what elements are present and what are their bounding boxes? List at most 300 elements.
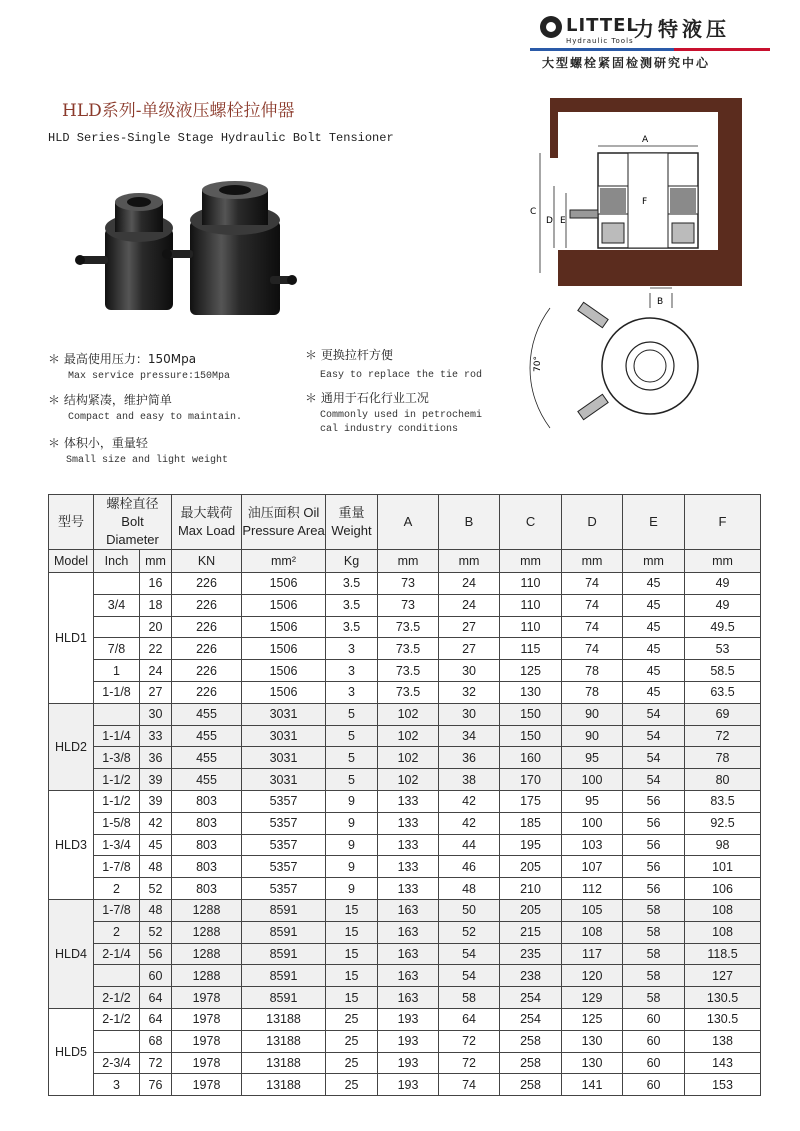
page-title-en: HLD Series-Single Stage Hydraulic Bolt Tensioner xyxy=(48,131,394,145)
cell-e: 56 xyxy=(623,878,685,900)
cell-d: 130 xyxy=(562,1030,623,1052)
table-row xyxy=(49,747,761,769)
cell-inch: 2-1/2 xyxy=(94,1008,140,1030)
cell-inch: 1-1/2 xyxy=(94,790,140,812)
cell-inch xyxy=(94,965,140,987)
cell-load: 803 xyxy=(172,812,242,834)
unit-kg: Kg xyxy=(326,550,378,573)
cell-inch xyxy=(94,703,140,725)
cell-load: 226 xyxy=(172,594,242,616)
feature-size xyxy=(48,434,228,468)
cell-weight: 15 xyxy=(326,943,378,965)
cell-area: 13188 xyxy=(242,1008,326,1030)
header-model-cn: 型号 xyxy=(49,495,94,550)
cell-b: 24 xyxy=(439,594,500,616)
cell-area: 1506 xyxy=(242,616,326,638)
cell-weight: 9 xyxy=(326,812,378,834)
cell-a: 163 xyxy=(378,965,439,987)
brand-logo xyxy=(530,12,770,70)
table-row xyxy=(49,660,761,682)
header-load-cn: 最大载荷 xyxy=(180,505,233,520)
bullet-icon: ＊ xyxy=(305,391,321,405)
cell-area: 5357 xyxy=(242,812,326,834)
cell-e: 45 xyxy=(623,638,685,660)
cell-area: 5357 xyxy=(242,834,326,856)
cell-area: 5357 xyxy=(242,878,326,900)
table-row xyxy=(49,878,761,900)
cell-a: 193 xyxy=(378,1074,439,1096)
cell-a: 73 xyxy=(378,573,439,595)
cell-d: 105 xyxy=(562,899,623,921)
cell-weight: 25 xyxy=(326,1052,378,1074)
header-weight-cn: 重量 xyxy=(338,505,365,520)
cell-weight: 3 xyxy=(326,681,378,703)
unit-f: mm xyxy=(685,550,761,573)
cell-c: 195 xyxy=(500,834,562,856)
cell-mm: 60 xyxy=(140,965,172,987)
cell-c: 238 xyxy=(500,965,562,987)
cell-d: 141 xyxy=(562,1074,623,1096)
cell-e: 45 xyxy=(623,594,685,616)
cell-f: 108 xyxy=(685,899,761,921)
cell-inch: 3/4 xyxy=(94,594,140,616)
dim-label-b: B xyxy=(657,297,664,307)
cell-b: 54 xyxy=(439,943,500,965)
logo-chinese-name: 力特液压 xyxy=(634,17,730,41)
cell-a: 193 xyxy=(378,1052,439,1074)
table-row xyxy=(49,921,761,943)
cell-mm: 39 xyxy=(140,790,172,812)
feature-tie-rod-en: Easy to replace the tie rod xyxy=(320,370,483,381)
cell-a: 133 xyxy=(378,878,439,900)
cell-weight: 9 xyxy=(326,856,378,878)
cell-load: 226 xyxy=(172,616,242,638)
table-row xyxy=(49,943,761,965)
cell-f: 127 xyxy=(685,965,761,987)
cell-d: 107 xyxy=(562,856,623,878)
cell-e: 60 xyxy=(623,1008,685,1030)
cell-e: 58 xyxy=(623,943,685,965)
cell-f: 72 xyxy=(685,725,761,747)
unit-a: mm xyxy=(378,550,439,573)
header-b: B xyxy=(439,495,500,550)
unit-b: mm xyxy=(439,550,500,573)
cell-c: 254 xyxy=(500,987,562,1009)
cell-c: 130 xyxy=(500,681,562,703)
header-e: E xyxy=(623,495,685,550)
table-row xyxy=(49,638,761,660)
cell-c: 185 xyxy=(500,812,562,834)
cell-area: 8591 xyxy=(242,899,326,921)
cell-a: 193 xyxy=(378,1030,439,1052)
cell-area: 13188 xyxy=(242,1030,326,1052)
cell-d: 90 xyxy=(562,703,623,725)
cell-mm: 30 xyxy=(140,703,172,725)
unit-d: mm xyxy=(562,550,623,573)
cell-f: 98 xyxy=(685,834,761,856)
cell-area: 8591 xyxy=(242,921,326,943)
cell-load: 1288 xyxy=(172,943,242,965)
cell-area: 1506 xyxy=(242,660,326,682)
cell-e: 45 xyxy=(623,616,685,638)
cell-e: 58 xyxy=(623,921,685,943)
cell-b: 64 xyxy=(439,1008,500,1030)
cell-f: 130.5 xyxy=(685,1008,761,1030)
cell-inch: 2 xyxy=(94,921,140,943)
cell-f: 58.5 xyxy=(685,660,761,682)
cell-f: 53 xyxy=(685,638,761,660)
cell-a: 102 xyxy=(378,703,439,725)
cell-area: 8591 xyxy=(242,965,326,987)
cell-inch: 1-1/4 xyxy=(94,725,140,747)
cell-a: 73.5 xyxy=(378,660,439,682)
feature-size-en: Small size and light weight xyxy=(66,455,229,466)
logo-mark-icon xyxy=(540,16,562,38)
cell-area: 3031 xyxy=(242,747,326,769)
cell-e: 54 xyxy=(623,747,685,769)
cell-f: 106 xyxy=(685,878,761,900)
tool-section xyxy=(570,153,698,248)
cell-f: 49.5 xyxy=(685,616,761,638)
cell-e: 58 xyxy=(623,965,685,987)
table-row xyxy=(49,769,761,791)
cell-f: 92.5 xyxy=(685,812,761,834)
cell-e: 56 xyxy=(623,856,685,878)
cell-load: 803 xyxy=(172,834,242,856)
cell-area: 1506 xyxy=(242,638,326,660)
cell-a: 73 xyxy=(378,594,439,616)
cell-d: 125 xyxy=(562,1008,623,1030)
model-cell: HLD3 xyxy=(49,790,94,899)
cell-area: 13188 xyxy=(242,1074,326,1096)
cell-b: 30 xyxy=(439,703,500,725)
cell-d: 103 xyxy=(562,834,623,856)
table-row xyxy=(49,681,761,703)
cell-inch: 1-1/8 xyxy=(94,681,140,703)
unit-inch: Inch xyxy=(94,550,140,573)
dim-label-f: F xyxy=(642,197,648,207)
cell-a: 163 xyxy=(378,921,439,943)
feature-size-cn: 体积小，重量轻 xyxy=(63,436,148,450)
cell-c: 210 xyxy=(500,878,562,900)
cell-c: 115 xyxy=(500,638,562,660)
cell-inch: 1-3/8 xyxy=(94,747,140,769)
header-area-cn: 油压面积 Oil xyxy=(247,505,320,520)
cell-a: 193 xyxy=(378,1008,439,1030)
cell-c: 175 xyxy=(500,790,562,812)
cell-d: 100 xyxy=(562,769,623,791)
cell-mm: 33 xyxy=(140,725,172,747)
cell-d: 74 xyxy=(562,573,623,595)
cell-b: 38 xyxy=(439,769,500,791)
model-cell: HLD2 xyxy=(49,703,94,790)
cell-load: 226 xyxy=(172,660,242,682)
cell-inch xyxy=(94,1030,140,1052)
feature-pressure-cn: 最高使用压力：150Mpa xyxy=(63,352,197,366)
feature-pressure xyxy=(48,350,230,384)
cell-load: 1978 xyxy=(172,1008,242,1030)
cell-a: 133 xyxy=(378,790,439,812)
tensioner-small-illustration xyxy=(75,193,173,310)
cell-mm: 52 xyxy=(140,878,172,900)
cell-load: 455 xyxy=(172,769,242,791)
cell-mm: 56 xyxy=(140,943,172,965)
cell-load: 455 xyxy=(172,703,242,725)
cell-weight: 5 xyxy=(326,725,378,747)
cell-b: 74 xyxy=(439,1074,500,1096)
cell-f: 69 xyxy=(685,703,761,725)
cell-e: 54 xyxy=(623,703,685,725)
cell-d: 95 xyxy=(562,790,623,812)
cell-inch: 1-7/8 xyxy=(94,856,140,878)
cell-mm: 39 xyxy=(140,769,172,791)
header-c: C xyxy=(500,495,562,550)
unit-model: Model xyxy=(49,550,94,573)
cell-weight: 15 xyxy=(326,987,378,1009)
header-area xyxy=(242,495,326,550)
cell-a: 133 xyxy=(378,834,439,856)
cell-d: 74 xyxy=(562,616,623,638)
cell-weight: 3.5 xyxy=(326,616,378,638)
cell-b: 58 xyxy=(439,987,500,1009)
cell-b: 54 xyxy=(439,965,500,987)
header-area-en: Pressure Area xyxy=(242,523,325,538)
table-header-row xyxy=(49,495,761,550)
cell-mm: 48 xyxy=(140,899,172,921)
cell-load: 1978 xyxy=(172,987,242,1009)
cell-b: 72 xyxy=(439,1030,500,1052)
cell-f: 130.5 xyxy=(685,987,761,1009)
cell-a: 163 xyxy=(378,987,439,1009)
cell-e: 58 xyxy=(623,987,685,1009)
cell-c: 235 xyxy=(500,943,562,965)
cell-a: 73.5 xyxy=(378,638,439,660)
cell-inch: 7/8 xyxy=(94,638,140,660)
cell-inch xyxy=(94,573,140,595)
cell-load: 455 xyxy=(172,725,242,747)
table-row xyxy=(49,1008,761,1030)
table-row xyxy=(49,725,761,747)
cell-e: 60 xyxy=(623,1030,685,1052)
cell-inch: 3 xyxy=(94,1074,140,1096)
cell-f: 78 xyxy=(685,747,761,769)
table-row xyxy=(49,899,761,921)
feature-petrochem-en xyxy=(305,409,482,437)
feature-pressure-en: Max service pressure:150Mpa xyxy=(68,371,231,382)
logo-brand-name: LITTEL xyxy=(566,15,639,36)
angle-label: 70° xyxy=(533,356,543,372)
cell-load: 803 xyxy=(172,856,242,878)
spec-table xyxy=(48,494,761,1096)
cell-weight: 3 xyxy=(326,660,378,682)
cell-mm: 45 xyxy=(140,834,172,856)
cell-mm: 27 xyxy=(140,681,172,703)
unit-kn: KN xyxy=(172,550,242,573)
cell-mm: 36 xyxy=(140,747,172,769)
cell-weight: 3 xyxy=(326,638,378,660)
model-cell: HLD1 xyxy=(49,573,94,704)
dim-label-e: E xyxy=(560,216,566,226)
table-row xyxy=(49,1052,761,1074)
cell-weight: 9 xyxy=(326,834,378,856)
feature-petrochem-cn: 通用于石化行业工况 xyxy=(320,391,429,405)
table-row xyxy=(49,790,761,812)
technical-drawing xyxy=(510,98,760,448)
cell-b: 27 xyxy=(439,616,500,638)
cell-mm: 48 xyxy=(140,856,172,878)
bullet-icon: ＊ xyxy=(305,348,321,362)
cell-e: 54 xyxy=(623,725,685,747)
logo-subtitle: Hydraulic Tools xyxy=(566,37,634,45)
cell-d: 112 xyxy=(562,878,623,900)
cell-weight: 3.5 xyxy=(326,573,378,595)
cell-mm: 18 xyxy=(140,594,172,616)
cell-e: 54 xyxy=(623,769,685,791)
cell-a: 102 xyxy=(378,769,439,791)
cell-b: 27 xyxy=(439,638,500,660)
cell-mm: 42 xyxy=(140,812,172,834)
table-row xyxy=(49,834,761,856)
cell-b: 72 xyxy=(439,1052,500,1074)
feature-compact-cn: 结构紧凑，维护简单 xyxy=(63,393,172,407)
cell-inch: 1-1/2 xyxy=(94,769,140,791)
table-units-row xyxy=(49,550,761,573)
cell-c: 258 xyxy=(500,1052,562,1074)
cell-weight: 5 xyxy=(326,703,378,725)
cell-f: 118.5 xyxy=(685,943,761,965)
header-load-en: Max Load xyxy=(177,523,236,538)
cell-area: 8591 xyxy=(242,987,326,1009)
cell-b: 36 xyxy=(439,747,500,769)
table-row xyxy=(49,1030,761,1052)
cell-inch: 1-5/8 xyxy=(94,812,140,834)
cell-c: 254 xyxy=(500,1008,562,1030)
table-row xyxy=(49,812,761,834)
cell-area: 3031 xyxy=(242,725,326,747)
top-view xyxy=(530,302,698,428)
page-title-cn: HLD系列-单级液压螺栓拉伸器 xyxy=(62,101,295,121)
cell-weight: 5 xyxy=(326,769,378,791)
cell-d: 129 xyxy=(562,987,623,1009)
cell-a: 102 xyxy=(378,747,439,769)
cell-load: 1978 xyxy=(172,1074,242,1096)
cell-d: 78 xyxy=(562,681,623,703)
cell-load: 803 xyxy=(172,790,242,812)
cell-d: 108 xyxy=(562,921,623,943)
cell-area: 3031 xyxy=(242,703,326,725)
cell-inch: 1 xyxy=(94,660,140,682)
cell-inch: 2-3/4 xyxy=(94,1052,140,1074)
feature-compact xyxy=(48,391,242,425)
cell-b: 30 xyxy=(439,660,500,682)
cell-a: 73.5 xyxy=(378,681,439,703)
cell-weight: 15 xyxy=(326,899,378,921)
cell-f: 108 xyxy=(685,921,761,943)
dim-label-a: A xyxy=(642,135,649,145)
cell-area: 13188 xyxy=(242,1052,326,1074)
cell-c: 215 xyxy=(500,921,562,943)
cell-f: 138 xyxy=(685,1030,761,1052)
cell-load: 1978 xyxy=(172,1052,242,1074)
model-cell: HLD4 xyxy=(49,899,94,1008)
cell-b: 24 xyxy=(439,573,500,595)
cell-mm: 64 xyxy=(140,1008,172,1030)
cell-weight: 9 xyxy=(326,790,378,812)
cell-d: 74 xyxy=(562,594,623,616)
cell-f: 63.5 xyxy=(685,681,761,703)
cell-d: 74 xyxy=(562,638,623,660)
table-row xyxy=(49,616,761,638)
header-weight xyxy=(326,495,378,550)
cell-area: 5357 xyxy=(242,856,326,878)
cell-d: 78 xyxy=(562,660,623,682)
header-bolt xyxy=(94,495,172,550)
cell-weight: 5 xyxy=(326,747,378,769)
cell-weight: 15 xyxy=(326,965,378,987)
cell-area: 1506 xyxy=(242,573,326,595)
cell-b: 34 xyxy=(439,725,500,747)
cell-weight: 25 xyxy=(326,1008,378,1030)
cell-b: 46 xyxy=(439,856,500,878)
header-d: D xyxy=(562,495,623,550)
cell-c: 258 xyxy=(500,1074,562,1096)
cell-load: 1288 xyxy=(172,921,242,943)
bullet-icon: ＊ xyxy=(48,436,64,450)
cell-c: 258 xyxy=(500,1030,562,1052)
feature-tie-rod-cn: 更换拉杆方便 xyxy=(320,348,393,362)
cell-e: 56 xyxy=(623,790,685,812)
cell-a: 102 xyxy=(378,725,439,747)
cell-e: 45 xyxy=(623,681,685,703)
cell-f: 101 xyxy=(685,856,761,878)
cell-inch: 2-1/4 xyxy=(94,943,140,965)
table-row xyxy=(49,987,761,1009)
cell-c: 150 xyxy=(500,703,562,725)
cell-area: 1506 xyxy=(242,681,326,703)
cell-f: 49 xyxy=(685,573,761,595)
cell-inch: 1-7/8 xyxy=(94,899,140,921)
cell-load: 226 xyxy=(172,573,242,595)
cell-c: 110 xyxy=(500,594,562,616)
cell-area: 1506 xyxy=(242,594,326,616)
header-a: A xyxy=(378,495,439,550)
cell-c: 170 xyxy=(500,769,562,791)
table-row xyxy=(49,856,761,878)
cell-load: 1288 xyxy=(172,899,242,921)
product-photo xyxy=(70,180,320,320)
cell-f: 143 xyxy=(685,1052,761,1074)
feature-petrochem-en-line1: Commonly used in petrochemi xyxy=(320,410,483,421)
cell-load: 1288 xyxy=(172,965,242,987)
cell-load: 226 xyxy=(172,681,242,703)
cell-mm: 24 xyxy=(140,660,172,682)
cell-f: 49 xyxy=(685,594,761,616)
cell-mm: 52 xyxy=(140,921,172,943)
cell-weight: 15 xyxy=(326,921,378,943)
cell-area: 5357 xyxy=(242,790,326,812)
cell-d: 90 xyxy=(562,725,623,747)
feature-petrochem-en-line2: cal industry conditions xyxy=(320,424,459,435)
cell-weight: 9 xyxy=(326,878,378,900)
cell-b: 42 xyxy=(439,812,500,834)
unit-mm2: mm² xyxy=(242,550,326,573)
cell-d: 95 xyxy=(562,747,623,769)
table-row xyxy=(49,594,761,616)
header-bolt-cn: 螺栓直径 Bolt xyxy=(106,496,159,529)
dim-label-d: D xyxy=(546,216,553,226)
cell-c: 160 xyxy=(500,747,562,769)
table-row xyxy=(49,573,761,595)
